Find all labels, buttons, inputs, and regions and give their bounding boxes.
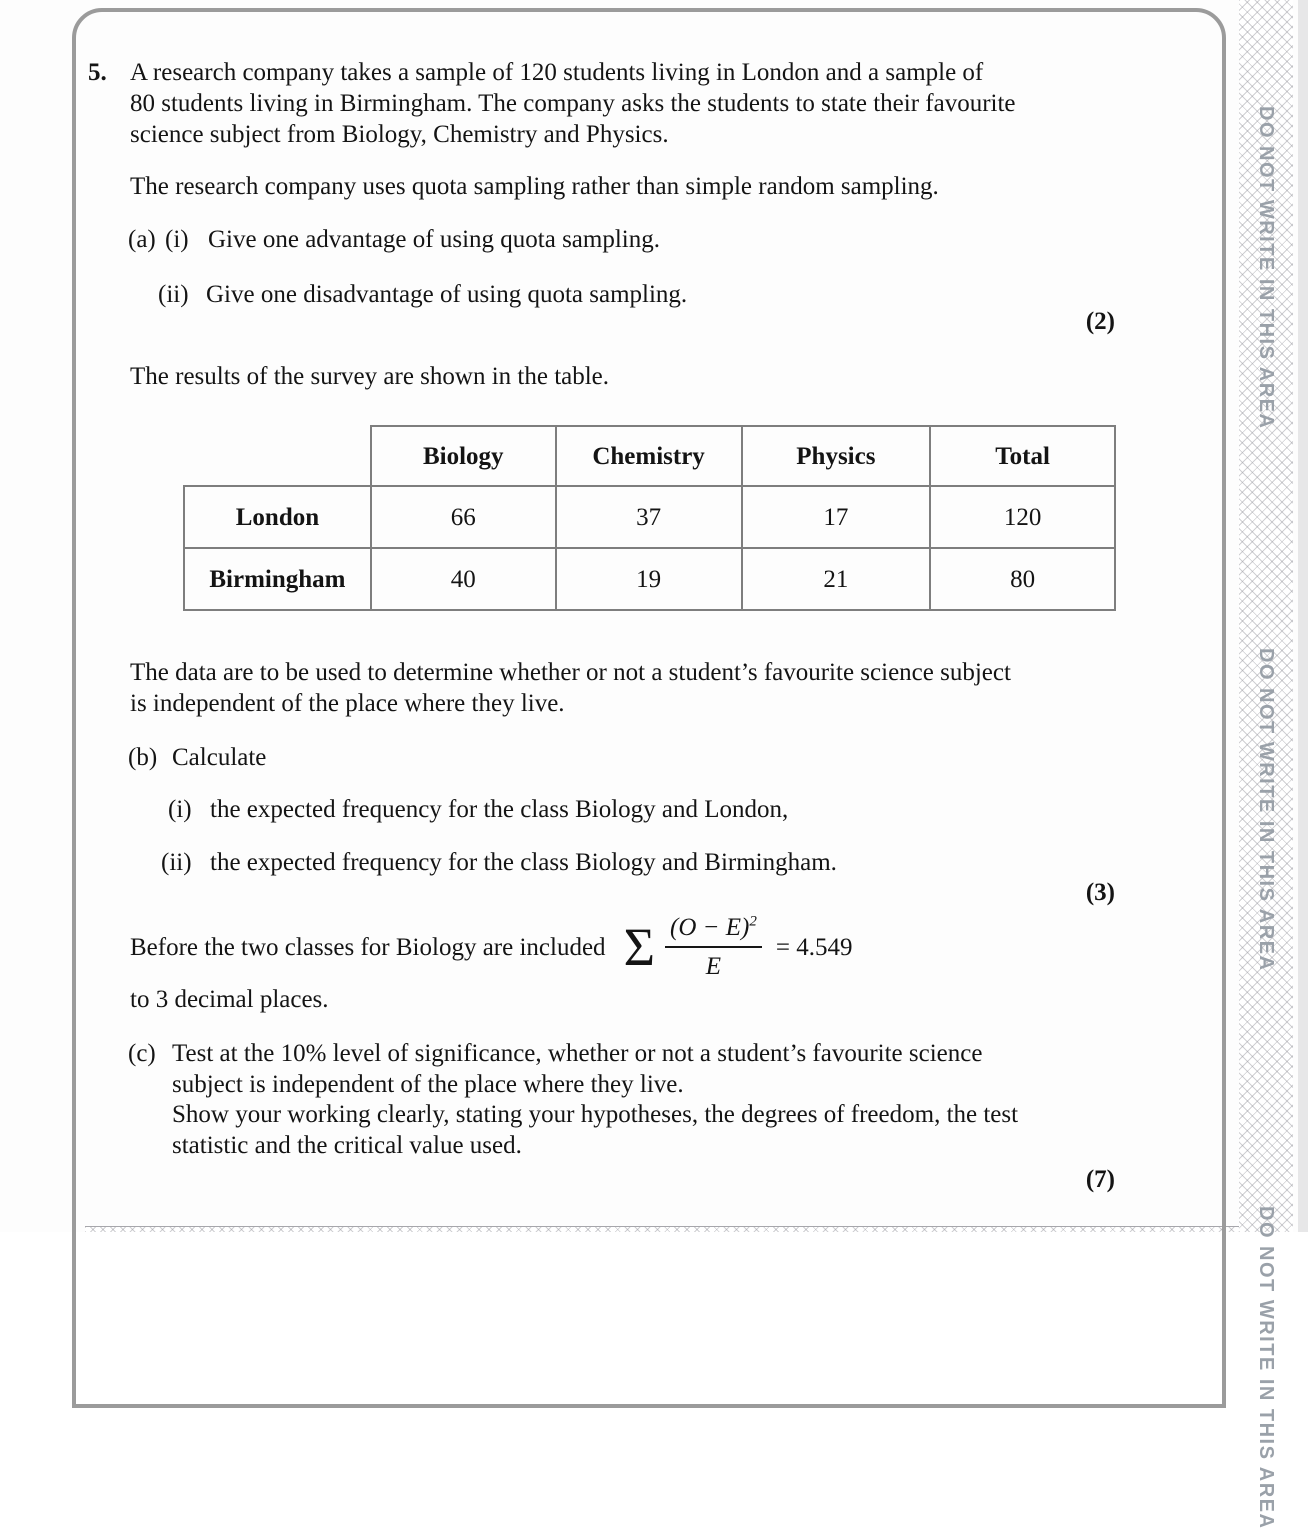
numerator-expression: (O − E) [670,914,750,941]
text-line: is independent of the place where they live. [130,690,565,717]
part-a-i-row [128,224,660,255]
fraction-numerator [665,912,762,948]
question-number: 5. [88,59,107,86]
column-header-total: Total [930,426,1115,486]
data-usage-paragraph [130,657,1011,719]
watermark-do-not-write: DO NOT WRITE IN THIS AREA [1255,106,1277,430]
fraction-denominator: E [705,953,722,980]
marks-part-c: (7) [1085,1166,1115,1193]
part-a-ii-label: (ii) [158,281,189,308]
cell-birmingham-physics: 21 [742,548,931,610]
table-row-birmingham [184,548,1115,610]
table-intro-line: The results of the survey are shown in the table. [130,363,610,390]
formula-lead-text: Before the two classes for Biology are included [130,933,606,961]
part-a-label: (a) [128,226,156,253]
cell-birmingham-biology: 40 [371,548,556,610]
cell-birmingham-total: 80 [930,548,1115,610]
formula-result: = 4.549 [775,933,853,961]
formula-fraction [665,912,762,982]
chi-squared-statement [130,905,852,989]
marks-part-b: (3) [1085,879,1115,906]
numerator-exponent: 2 [749,913,757,930]
text-line: The data are to be used to determine whether or not a student’s favourite science subject [130,659,1011,686]
part-b-i-text: the expected frequency for the class Biology and London, [210,796,789,823]
row-label-london: London [184,486,371,548]
cell-london-total: 120 [930,486,1115,548]
part-c-label: (c) [128,1040,156,1067]
marks-part-a: (2) [1085,308,1115,335]
table-corner-cell [184,426,371,486]
do-not-write-sidebar [1239,0,1293,1529]
formula-tail-text: to 3 decimal places. [130,986,329,1013]
cell-london-biology: 66 [371,486,556,548]
part-a-i-label: (i) [165,226,189,253]
text-line: science subject from Biology, Chemistry and Physics. [130,121,669,148]
part-c-row [128,1039,1018,1161]
cell-birmingham-chemistry: 19 [556,548,742,610]
part-b-ii-label: (ii) [161,849,192,876]
page-edge-strip [1298,0,1308,1232]
text-line: statistic and the critical value used. [172,1131,522,1159]
column-header-biology: Biology [371,426,556,486]
quota-sampling-line: The research company uses quota sampling rather than simple random sampling. [130,173,939,200]
text-line: Test at the 10% level of significance, whether or not a student’s favourite science [172,1040,983,1067]
part-b-i-row [168,794,788,825]
cell-london-physics: 17 [742,486,931,548]
part-b-ii-row [161,847,837,878]
part-b-ii-text: the expected frequency for the class Biology and Birmingham. [210,849,837,876]
part-a-ii-row [158,279,687,310]
text-line: A research company takes a sample of 120 students living in London and a sample of [130,59,984,86]
column-header-chemistry: Chemistry [556,426,742,486]
cell-london-chemistry: 37 [556,486,742,548]
text-line: 80 students living in Birmingham. The company asks the students to state their favourite [130,90,1016,117]
part-b-title: Calculate [172,744,267,771]
watermark-do-not-write: DO NOT WRITE IN THIS AREA [1255,1206,1277,1529]
results-table-wrap [183,425,1116,611]
text-line: subject is independent of the place where they live. [172,1070,684,1098]
row-label-birmingham: Birmingham [184,548,371,610]
watermark-do-not-write: DO NOT WRITE IN THIS AREA [1255,648,1277,972]
part-b-label: (b) [128,744,158,771]
sigma-symbol: Σ [623,916,655,977]
table-row-london [184,486,1115,548]
part-b-row [128,742,266,773]
results-table [183,425,1116,611]
part-a-ii-text: Give one disadvantage of using quota sampling. [206,281,688,308]
part-b-i-label: (i) [168,796,192,823]
part-c-text [172,1039,1018,1161]
column-header-physics: Physics [742,426,931,486]
table-header-row [184,426,1115,486]
text-line: Show your working clearly, stating your hypotheses, the degrees of freedom, the test [172,1101,1019,1128]
intro-paragraph [130,57,1016,150]
part-a-i-text: Give one advantage of using quota sampling. [208,226,660,253]
